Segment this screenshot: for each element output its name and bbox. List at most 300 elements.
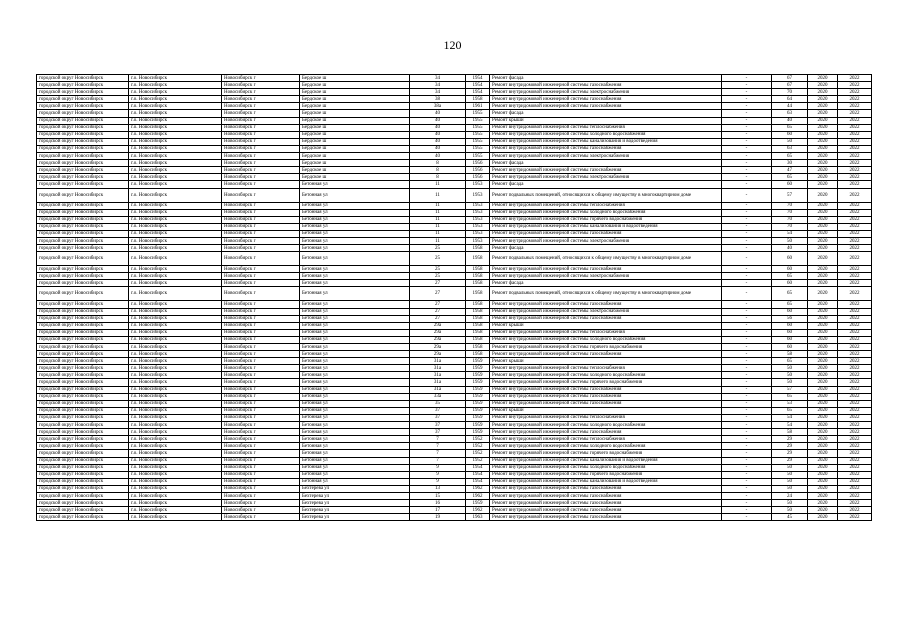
cell-work-type: Ремонт внутридомовой инженерной системы горячего водоснабжения bbox=[490, 216, 722, 223]
cell-district: г.о. Новосибирск bbox=[129, 315, 222, 322]
cell-district: г.о. Новосибирск bbox=[129, 96, 222, 103]
cell-locality: Новосибирск г bbox=[222, 153, 300, 160]
cell-district: г.о. Новосибирск bbox=[129, 273, 222, 280]
cell-year-built: 1952 bbox=[466, 457, 490, 464]
cell-end-year: 2022 bbox=[838, 110, 872, 117]
cell-locality: Новосибирск г bbox=[222, 273, 300, 280]
cell-municipality: городской округ Новосибирск bbox=[37, 181, 129, 188]
cell-year-built: 1953 bbox=[466, 209, 490, 216]
cell-year-built: 1952 bbox=[466, 436, 490, 443]
cell-district: г.о. Новосибирск bbox=[129, 336, 222, 343]
cell-col-dash: - bbox=[722, 75, 772, 82]
cell-street: Бердское ш bbox=[300, 124, 410, 131]
cell-district: г.о. Новосибирск bbox=[129, 181, 222, 188]
table-row bbox=[37, 167, 872, 174]
cell-locality: Новосибирск г bbox=[222, 301, 300, 308]
cell-work-type: Ремонт внутридомовой инженерной системы электроснабжения bbox=[490, 308, 722, 315]
cell-house-number: 11 bbox=[410, 181, 466, 188]
cell-municipality: городской округ Новосибирск bbox=[37, 245, 129, 252]
cell-street: Бетонная ул bbox=[300, 471, 410, 478]
cell-cost: 50 bbox=[772, 138, 808, 145]
cell-end-year: 2022 bbox=[838, 386, 872, 393]
cell-street: Бердское ш bbox=[300, 131, 410, 138]
cell-municipality: городской округ Новосибирск bbox=[37, 322, 129, 329]
cell-locality: Новосибирск г bbox=[222, 160, 300, 167]
cell-work-type: Ремонт внутридомовой инженерной системы теплоснабжения bbox=[490, 202, 722, 209]
cell-street: Бетонная ул bbox=[300, 287, 410, 301]
cell-street: Бетонная ул bbox=[300, 329, 410, 336]
cell-work-type: Ремонт внутридомовой инженерной системы газоснабжения bbox=[490, 315, 722, 322]
cell-house-number: 27 bbox=[410, 287, 466, 301]
cell-street: Бердское ш bbox=[300, 160, 410, 167]
cell-start-year: 2020 bbox=[808, 414, 838, 421]
cell-col-dash: - bbox=[722, 393, 772, 400]
cell-street: Бердское ш bbox=[300, 145, 410, 152]
cell-house-number: 31а bbox=[410, 358, 466, 365]
cell-year-built: 1954 bbox=[466, 471, 490, 478]
cell-cost: 60 bbox=[772, 322, 808, 329]
table-row bbox=[37, 237, 872, 244]
cell-start-year: 2020 bbox=[808, 153, 838, 160]
cell-end-year: 2022 bbox=[838, 422, 872, 429]
cell-district: г.о. Новосибирск bbox=[129, 223, 222, 230]
cell-house-number: 29а bbox=[410, 344, 466, 351]
cell-start-year: 2020 bbox=[808, 358, 838, 365]
cell-street: Бердское ш bbox=[300, 82, 410, 89]
cell-start-year: 2020 bbox=[808, 379, 838, 386]
table-row bbox=[37, 174, 872, 181]
cell-district: г.о. Новосибирск bbox=[129, 209, 222, 216]
cell-house-number: 11 bbox=[410, 216, 466, 223]
cell-locality: Новосибирск г bbox=[222, 89, 300, 96]
cell-year-built: 1954 bbox=[466, 464, 490, 471]
cell-street: Бетонная ул bbox=[300, 202, 410, 209]
cell-street: Бердское ш bbox=[300, 103, 410, 110]
cell-house-number: 31а bbox=[410, 365, 466, 372]
cell-end-year: 2022 bbox=[838, 145, 872, 152]
cell-street: Бердское ш bbox=[300, 153, 410, 160]
cell-year-built: 1958 bbox=[466, 351, 490, 358]
cell-year-built: 1955 bbox=[466, 145, 490, 152]
table-row bbox=[37, 82, 872, 89]
cell-municipality: городской округ Новосибирск bbox=[37, 153, 129, 160]
cell-year-built: 1953 bbox=[466, 216, 490, 223]
cell-year-built: 1958 bbox=[466, 301, 490, 308]
cell-work-type: Ремонт крыши bbox=[490, 322, 722, 329]
cell-cost: 65 bbox=[772, 301, 808, 308]
cell-house-number: 11 bbox=[410, 202, 466, 209]
table-row bbox=[37, 407, 872, 414]
cell-municipality: городской округ Новосибирск bbox=[37, 89, 129, 96]
cell-work-type: Ремонт внутридомовой инженерной системы электроснабжения bbox=[490, 237, 722, 244]
cell-end-year: 2022 bbox=[838, 379, 872, 386]
cell-end-year: 2022 bbox=[838, 138, 872, 145]
cell-cost: 29 bbox=[772, 450, 808, 457]
cell-locality: Новосибирск г bbox=[222, 75, 300, 82]
cell-end-year: 2022 bbox=[838, 75, 872, 82]
cell-year-built: 1961 bbox=[466, 103, 490, 110]
cell-municipality: городской округ Новосибирск bbox=[37, 145, 129, 152]
cell-col-dash: - bbox=[722, 457, 772, 464]
cell-end-year: 2022 bbox=[838, 485, 872, 492]
cell-year-built: 1958 bbox=[466, 252, 490, 266]
cell-end-year: 2022 bbox=[838, 478, 872, 485]
cell-col-dash: - bbox=[722, 414, 772, 421]
cell-year-built: 1958 bbox=[466, 329, 490, 336]
cell-cost: 57 bbox=[772, 386, 808, 393]
cell-house-number: 40 bbox=[410, 117, 466, 124]
cell-work-type: Ремонт внутридомовой инженерной системы холодного водоснабжения bbox=[490, 422, 722, 429]
cell-district: г.о. Новосибирск bbox=[129, 450, 222, 457]
cell-municipality: городской округ Новосибирск bbox=[37, 266, 129, 273]
cell-house-number: 8 bbox=[410, 160, 466, 167]
cell-house-number: 25 bbox=[410, 266, 466, 273]
cell-locality: Новосибирск г bbox=[222, 287, 300, 301]
cell-municipality: городской округ Новосибирск bbox=[37, 400, 129, 407]
cell-end-year: 2022 bbox=[838, 280, 872, 287]
cell-end-year: 2022 bbox=[838, 202, 872, 209]
table-row bbox=[37, 436, 872, 443]
cell-col-dash: - bbox=[722, 443, 772, 450]
cell-start-year: 2020 bbox=[808, 75, 838, 82]
cell-locality: Новосибирск г bbox=[222, 188, 300, 202]
cell-year-built: 1959 bbox=[466, 422, 490, 429]
cell-year-built: 1958 bbox=[466, 280, 490, 287]
cell-municipality: городской округ Новосибирск bbox=[37, 138, 129, 145]
cell-start-year: 2020 bbox=[808, 372, 838, 379]
cell-year-built: 1958 bbox=[466, 287, 490, 301]
cell-house-number: 38 bbox=[410, 96, 466, 103]
cell-start-year: 2020 bbox=[808, 117, 838, 124]
cell-end-year: 2022 bbox=[838, 443, 872, 450]
table-row bbox=[37, 336, 872, 343]
table-row bbox=[37, 308, 872, 315]
cell-street: Бетонная ул bbox=[300, 457, 410, 464]
cell-district: г.о. Новосибирск bbox=[129, 400, 222, 407]
cell-col-dash: - bbox=[722, 287, 772, 301]
cell-district: г.о. Новосибирск bbox=[129, 216, 222, 223]
cell-street: Бетонная ул bbox=[300, 379, 410, 386]
cell-col-dash: - bbox=[722, 181, 772, 188]
cell-work-type: Ремонт внутридомовой инженерной системы газоснабжения bbox=[490, 301, 722, 308]
cell-col-dash: - bbox=[722, 145, 772, 152]
cell-start-year: 2020 bbox=[808, 386, 838, 393]
cell-locality: Новосибирск г bbox=[222, 407, 300, 414]
cell-start-year: 2020 bbox=[808, 237, 838, 244]
cell-district: г.о. Новосибирск bbox=[129, 322, 222, 329]
cell-col-dash: - bbox=[722, 117, 772, 124]
cell-end-year: 2022 bbox=[838, 336, 872, 343]
cell-end-year: 2022 bbox=[838, 500, 872, 507]
cell-start-year: 2020 bbox=[808, 443, 838, 450]
cell-start-year: 2020 bbox=[808, 407, 838, 414]
table-row bbox=[37, 351, 872, 358]
cell-year-built: 1953 bbox=[466, 237, 490, 244]
cell-end-year: 2022 bbox=[838, 252, 872, 266]
table-row bbox=[37, 329, 872, 336]
cell-work-type: Ремонт крыши bbox=[490, 358, 722, 365]
cell-district: г.о. Новосибирск bbox=[129, 110, 222, 117]
cell-street: Бетонная ул bbox=[300, 436, 410, 443]
cell-municipality: городской округ Новосибирск bbox=[37, 464, 129, 471]
table-row bbox=[37, 365, 872, 372]
cell-work-type: Ремонт внутридомовой инженерной системы газоснабжения bbox=[490, 429, 722, 436]
cell-municipality: городской округ Новосибирск bbox=[37, 301, 129, 308]
cell-col-dash: - bbox=[722, 436, 772, 443]
cell-street: Бердское ш bbox=[300, 110, 410, 117]
cell-district: г.о. Новосибирск bbox=[129, 429, 222, 436]
cell-year-built: 1959 bbox=[466, 365, 490, 372]
cell-col-dash: - bbox=[722, 365, 772, 372]
cell-work-type: Ремонт внутридомовой инженерной системы теплоснабжения bbox=[490, 436, 722, 443]
cell-locality: Новосибирск г bbox=[222, 414, 300, 421]
cell-col-dash: - bbox=[722, 379, 772, 386]
cell-cost: 65 bbox=[772, 358, 808, 365]
cell-col-dash: - bbox=[722, 280, 772, 287]
cell-work-type: Ремонт подвальных помещений, относящихся к общему имуществу в многоквартирном доме bbox=[490, 287, 722, 301]
cell-end-year: 2022 bbox=[838, 209, 872, 216]
cell-locality: Новосибирск г bbox=[222, 167, 300, 174]
cell-locality: Новосибирск г bbox=[222, 124, 300, 131]
cell-house-number: 29а bbox=[410, 329, 466, 336]
cell-work-type: Ремонт внутридомовой инженерной системы газоснабжения bbox=[490, 82, 722, 89]
cell-end-year: 2022 bbox=[838, 266, 872, 273]
cell-street: Бетонная ул bbox=[300, 308, 410, 315]
cell-cost: 60 bbox=[772, 329, 808, 336]
cell-work-type: Ремонт внутридомовой инженерной системы канализования и водоотведения bbox=[490, 457, 722, 464]
cell-municipality: городской округ Новосибирск bbox=[37, 422, 129, 429]
table-row bbox=[37, 188, 872, 202]
cell-start-year: 2020 bbox=[808, 485, 838, 492]
cell-street: Бетонная ул bbox=[300, 273, 410, 280]
cell-street: Бердское ш bbox=[300, 75, 410, 82]
cell-work-type: Ремонт внутридомовой инженерной системы электроснабжения bbox=[490, 174, 722, 181]
cell-municipality: городской округ Новосибирск bbox=[37, 450, 129, 457]
cell-municipality: городской округ Новосибирск bbox=[37, 110, 129, 117]
cell-start-year: 2020 bbox=[808, 174, 838, 181]
cell-col-dash: - bbox=[722, 110, 772, 117]
cell-col-dash: - bbox=[722, 103, 772, 110]
cell-house-number: 25 bbox=[410, 245, 466, 252]
cell-street: Бердское ш bbox=[300, 96, 410, 103]
table-row bbox=[37, 372, 872, 379]
cell-district: г.о. Новосибирск bbox=[129, 160, 222, 167]
cell-end-year: 2022 bbox=[838, 393, 872, 400]
cell-district: г.о. Новосибирск bbox=[129, 167, 222, 174]
cell-col-dash: - bbox=[722, 471, 772, 478]
cell-work-type: Ремонт внутридомовой инженерной системы газоснабжения bbox=[490, 514, 722, 521]
cell-locality: Новосибирск г bbox=[222, 464, 300, 471]
cell-start-year: 2020 bbox=[808, 230, 838, 237]
table-row bbox=[37, 478, 872, 485]
cell-start-year: 2020 bbox=[808, 110, 838, 117]
cell-street: Бетонная ул bbox=[300, 429, 410, 436]
cell-house-number: 40 bbox=[410, 131, 466, 138]
cell-district: г.о. Новосибирск bbox=[129, 514, 222, 521]
cell-locality: Новосибирск г bbox=[222, 471, 300, 478]
cell-locality: Новосибирск г bbox=[222, 230, 300, 237]
cell-municipality: городской округ Новосибирск bbox=[37, 358, 129, 365]
cell-work-type: Ремонт внутридомовой инженерной системы канализования и водоотведения bbox=[490, 223, 722, 230]
cell-start-year: 2020 bbox=[808, 252, 838, 266]
cell-municipality: городской округ Новосибирск bbox=[37, 174, 129, 181]
cell-district: г.о. Новосибирск bbox=[129, 138, 222, 145]
cell-municipality: городской округ Новосибирск bbox=[37, 507, 129, 514]
cell-work-type: Ремонт внутридомовой инженерной системы горячего водоснабжения bbox=[490, 344, 722, 351]
cell-start-year: 2020 bbox=[808, 145, 838, 152]
table-row bbox=[37, 386, 872, 393]
table-row bbox=[37, 492, 872, 499]
cell-end-year: 2022 bbox=[838, 457, 872, 464]
cell-col-dash: - bbox=[722, 223, 772, 230]
cell-municipality: городской округ Новосибирск bbox=[37, 167, 129, 174]
cell-end-year: 2022 bbox=[838, 103, 872, 110]
cell-work-type: Ремонт фасада bbox=[490, 75, 722, 82]
cell-year-built: 1953 bbox=[466, 188, 490, 202]
cell-start-year: 2020 bbox=[808, 351, 838, 358]
cell-start-year: 2020 bbox=[808, 429, 838, 436]
cell-end-year: 2022 bbox=[838, 315, 872, 322]
cell-municipality: городской округ Новосибирск bbox=[37, 492, 129, 499]
cell-col-dash: - bbox=[722, 400, 772, 407]
cell-locality: Новосибирск г bbox=[222, 174, 300, 181]
cell-district: г.о. Новосибирск bbox=[129, 443, 222, 450]
cell-end-year: 2022 bbox=[838, 82, 872, 89]
cell-house-number: 11 bbox=[410, 223, 466, 230]
cell-house-number: 7 bbox=[410, 450, 466, 457]
cell-start-year: 2020 bbox=[808, 500, 838, 507]
cell-municipality: городской округ Новосибирск bbox=[37, 344, 129, 351]
cell-locality: Новосибирск г bbox=[222, 329, 300, 336]
cell-cost: 54 bbox=[772, 422, 808, 429]
cell-district: г.о. Новосибирск bbox=[129, 252, 222, 266]
cell-end-year: 2022 bbox=[838, 365, 872, 372]
cell-work-type: Ремонт фасада bbox=[490, 280, 722, 287]
cell-district: г.о. Новосибирск bbox=[129, 117, 222, 124]
cell-municipality: городской округ Новосибирск bbox=[37, 223, 129, 230]
cell-year-built: 1956 bbox=[466, 167, 490, 174]
table-row bbox=[37, 230, 872, 237]
cell-district: г.о. Новосибирск bbox=[129, 414, 222, 421]
cell-house-number: 37 bbox=[410, 422, 466, 429]
cell-start-year: 2020 bbox=[808, 287, 838, 301]
cell-year-built: 1962 bbox=[466, 485, 490, 492]
cell-house-number: 8 bbox=[410, 174, 466, 181]
cell-end-year: 2022 bbox=[838, 436, 872, 443]
cell-municipality: городской округ Новосибирск bbox=[37, 365, 129, 372]
table-row bbox=[37, 464, 872, 471]
cell-street: Бехтерева ул bbox=[300, 507, 410, 514]
cell-year-built: 1953 bbox=[466, 223, 490, 230]
cell-street: Бехтерева ул bbox=[300, 492, 410, 499]
cell-col-dash: - bbox=[722, 372, 772, 379]
cell-municipality: городской округ Новосибирск bbox=[37, 514, 129, 521]
cell-house-number: 34 bbox=[410, 89, 466, 96]
cell-col-dash: - bbox=[722, 188, 772, 202]
cell-locality: Новосибирск г bbox=[222, 478, 300, 485]
cell-col-dash: - bbox=[722, 464, 772, 471]
table-row bbox=[37, 280, 872, 287]
cell-locality: Новосибирск г bbox=[222, 379, 300, 386]
cell-locality: Новосибирск г bbox=[222, 351, 300, 358]
cell-end-year: 2022 bbox=[838, 273, 872, 280]
cell-cost: 65 bbox=[772, 153, 808, 160]
cell-district: г.о. Новосибирск bbox=[129, 471, 222, 478]
table-body bbox=[37, 75, 872, 521]
cell-start-year: 2020 bbox=[808, 393, 838, 400]
cell-cost: 60 bbox=[772, 252, 808, 266]
cell-street: Бетонная ул bbox=[300, 188, 410, 202]
cell-cost: 50 bbox=[772, 507, 808, 514]
table-row bbox=[37, 429, 872, 436]
table-row bbox=[37, 514, 872, 521]
cell-district: г.о. Новосибирск bbox=[129, 365, 222, 372]
cell-col-dash: - bbox=[722, 202, 772, 209]
cell-house-number: 27 bbox=[410, 301, 466, 308]
cell-house-number: 7 bbox=[410, 443, 466, 450]
cell-work-type: Ремонт внутридомовой инженерной системы газоснабжения bbox=[490, 145, 722, 152]
cell-end-year: 2022 bbox=[838, 245, 872, 252]
cell-cost: 50 bbox=[772, 500, 808, 507]
table-row bbox=[37, 245, 872, 252]
cell-locality: Новосибирск г bbox=[222, 117, 300, 124]
cell-work-type: Ремонт внутридомовой инженерной системы холодного водоснабжения bbox=[490, 131, 722, 138]
cell-year-built: 1955 bbox=[466, 117, 490, 124]
cell-municipality: городской округ Новосибирск bbox=[37, 75, 129, 82]
cell-work-type: Ремонт внутридомовой инженерной системы газоснабжения bbox=[490, 103, 722, 110]
cell-district: г.о. Новосибирск bbox=[129, 131, 222, 138]
table-row bbox=[37, 110, 872, 117]
cell-cost: 65 bbox=[772, 393, 808, 400]
cell-work-type: Ремонт внутридомовой инженерной системы газоснабжения bbox=[490, 230, 722, 237]
table-row bbox=[37, 358, 872, 365]
cell-start-year: 2020 bbox=[808, 280, 838, 287]
cell-street: Бетонная ул bbox=[300, 344, 410, 351]
cell-year-built: 1958 bbox=[466, 336, 490, 343]
cell-end-year: 2022 bbox=[838, 492, 872, 499]
cell-house-number: 37 bbox=[410, 414, 466, 421]
cell-locality: Новосибирск г bbox=[222, 358, 300, 365]
cell-locality: Новосибирск г bbox=[222, 386, 300, 393]
cell-municipality: городской округ Новосибирск bbox=[37, 237, 129, 244]
cell-municipality: городской округ Новосибирск bbox=[37, 188, 129, 202]
cell-end-year: 2022 bbox=[838, 329, 872, 336]
cell-year-built: 1959 bbox=[466, 429, 490, 436]
cell-municipality: городской округ Новосибирск bbox=[37, 329, 129, 336]
table-row bbox=[37, 315, 872, 322]
cell-col-dash: - bbox=[722, 124, 772, 131]
cell-col-dash: - bbox=[722, 344, 772, 351]
cell-locality: Новосибирск г bbox=[222, 500, 300, 507]
cell-locality: Новосибирск г bbox=[222, 400, 300, 407]
cell-house-number: 19 bbox=[410, 514, 466, 521]
cell-year-built: 1958 bbox=[466, 245, 490, 252]
cell-year-built: 1956 bbox=[466, 174, 490, 181]
cell-municipality: городской округ Новосибирск bbox=[37, 485, 129, 492]
cell-year-built: 1955 bbox=[466, 138, 490, 145]
cell-locality: Новосибирск г bbox=[222, 443, 300, 450]
cell-col-dash: - bbox=[722, 153, 772, 160]
cell-col-dash: - bbox=[722, 450, 772, 457]
cell-work-type: Ремонт внутридомовой инженерной системы газоснабжения bbox=[490, 492, 722, 499]
cell-municipality: городской округ Новосибирск bbox=[37, 131, 129, 138]
cell-end-year: 2022 bbox=[838, 167, 872, 174]
cell-year-built: 1952 bbox=[466, 443, 490, 450]
cell-district: г.о. Новосибирск bbox=[129, 379, 222, 386]
cell-col-dash: - bbox=[722, 429, 772, 436]
cell-street: Бетонная ул bbox=[300, 245, 410, 252]
cell-house-number: 37 bbox=[410, 407, 466, 414]
